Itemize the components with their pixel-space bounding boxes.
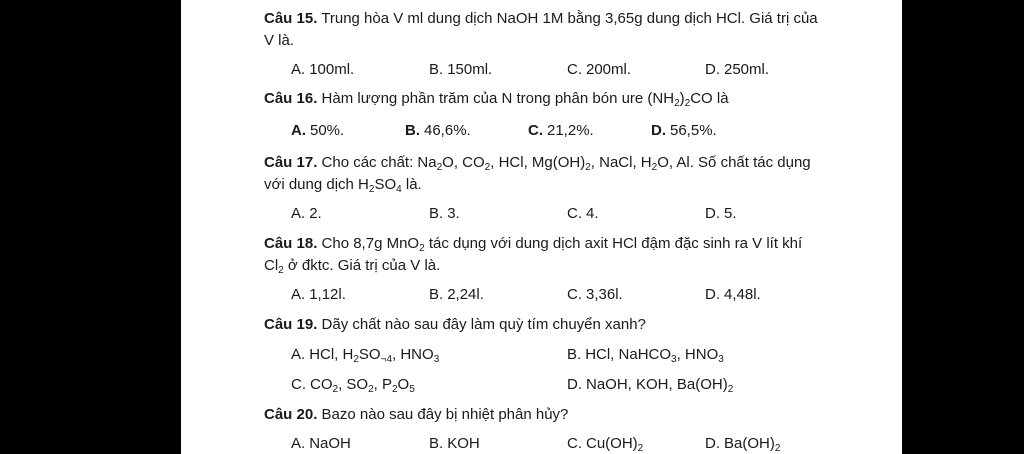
question-number: Câu 19. (264, 316, 318, 333)
question-text: Dãy chất nào sau đây làm quỳ tím chuyển xanh? (321, 316, 646, 333)
question-number: Câu 18. (264, 235, 318, 252)
question-17 (264, 152, 824, 196)
question-text: Bazo nào sau đây bị nhiệt phân hủy? (321, 406, 569, 423)
option-b: B. HCl, NaHCO$_3$, $HNO_3$ (567, 346, 724, 365)
option-d: D. 4,48l. (705, 286, 761, 303)
option-d: D. $Ba(OH)_2$ (705, 435, 781, 454)
question-text: Cho 8,7g MnO$_2$ tác dụng với dung dịch axit HCl đậm đặc sinh ra V lít khí $Cl_2$ ở đktc. Giá trị của V là. (264, 235, 803, 276)
option-c: C. 4. (567, 205, 599, 222)
document-page (181, 0, 902, 454)
option-d: D. 5. (705, 205, 737, 222)
option-d: D. 56,5%. (651, 122, 717, 139)
option-a: A. 50%. (291, 122, 345, 139)
option-b: B. KOH (429, 435, 480, 452)
option-a: A. 2. (291, 205, 322, 222)
option-b: B. 150ml. (429, 61, 493, 78)
option-c: C. $CO_2$, $SO_2$, $P_2O_5$ (291, 376, 415, 395)
question-number: Câu 20. (264, 406, 318, 423)
option-c: C. 21,2%. (528, 122, 594, 139)
option-a: A. 100ml. (291, 61, 355, 78)
question-text: Trung hòa V ml dung dịch NaOH 1M bằng 3,65g dung dịch HCl. Giá trị của V là. (264, 10, 818, 49)
question-number: Câu 17. (264, 154, 318, 171)
question-number: Câu 16. (264, 90, 318, 107)
option-a: A. HCl, $H_2SO_{\neg 4}$, $HNO_3$ (291, 346, 440, 365)
option-a: A. 1,12l. (291, 286, 346, 303)
option-c: C. 200ml. (567, 61, 632, 78)
question-20 (264, 404, 824, 426)
question-16 (264, 88, 824, 110)
option-b: B. 3. (429, 205, 460, 222)
option-d: D. 250ml. (705, 61, 770, 78)
option-c: C. $Cu(OH)_2$ (567, 435, 644, 454)
question-number: Câu 15. (264, 10, 318, 27)
question-text: Hàm lượng phần trăm của N trong phân bón ure $(NH_2)_2CO$ là (321, 90, 729, 109)
option-a: A. NaOH (291, 435, 351, 452)
option-b: B. 46,6%. (405, 122, 471, 139)
question-19 (264, 314, 824, 336)
option-c: C. 3,36l. (567, 286, 623, 303)
option-d: D. NaOH, KOH, $Ba(OH)_2$ (567, 376, 734, 395)
option-b: B. 2,24l. (429, 286, 484, 303)
question-18 (264, 233, 824, 277)
question-text: Cho các chất: $Na_2O$, $CO_2$, HCl, $Mg(OH)_2$, NaCl, $H_2O$, Al. Số chất tác dụng với dung dịch $H_2SO_4$ là. (264, 154, 811, 195)
question-15 (264, 8, 824, 52)
